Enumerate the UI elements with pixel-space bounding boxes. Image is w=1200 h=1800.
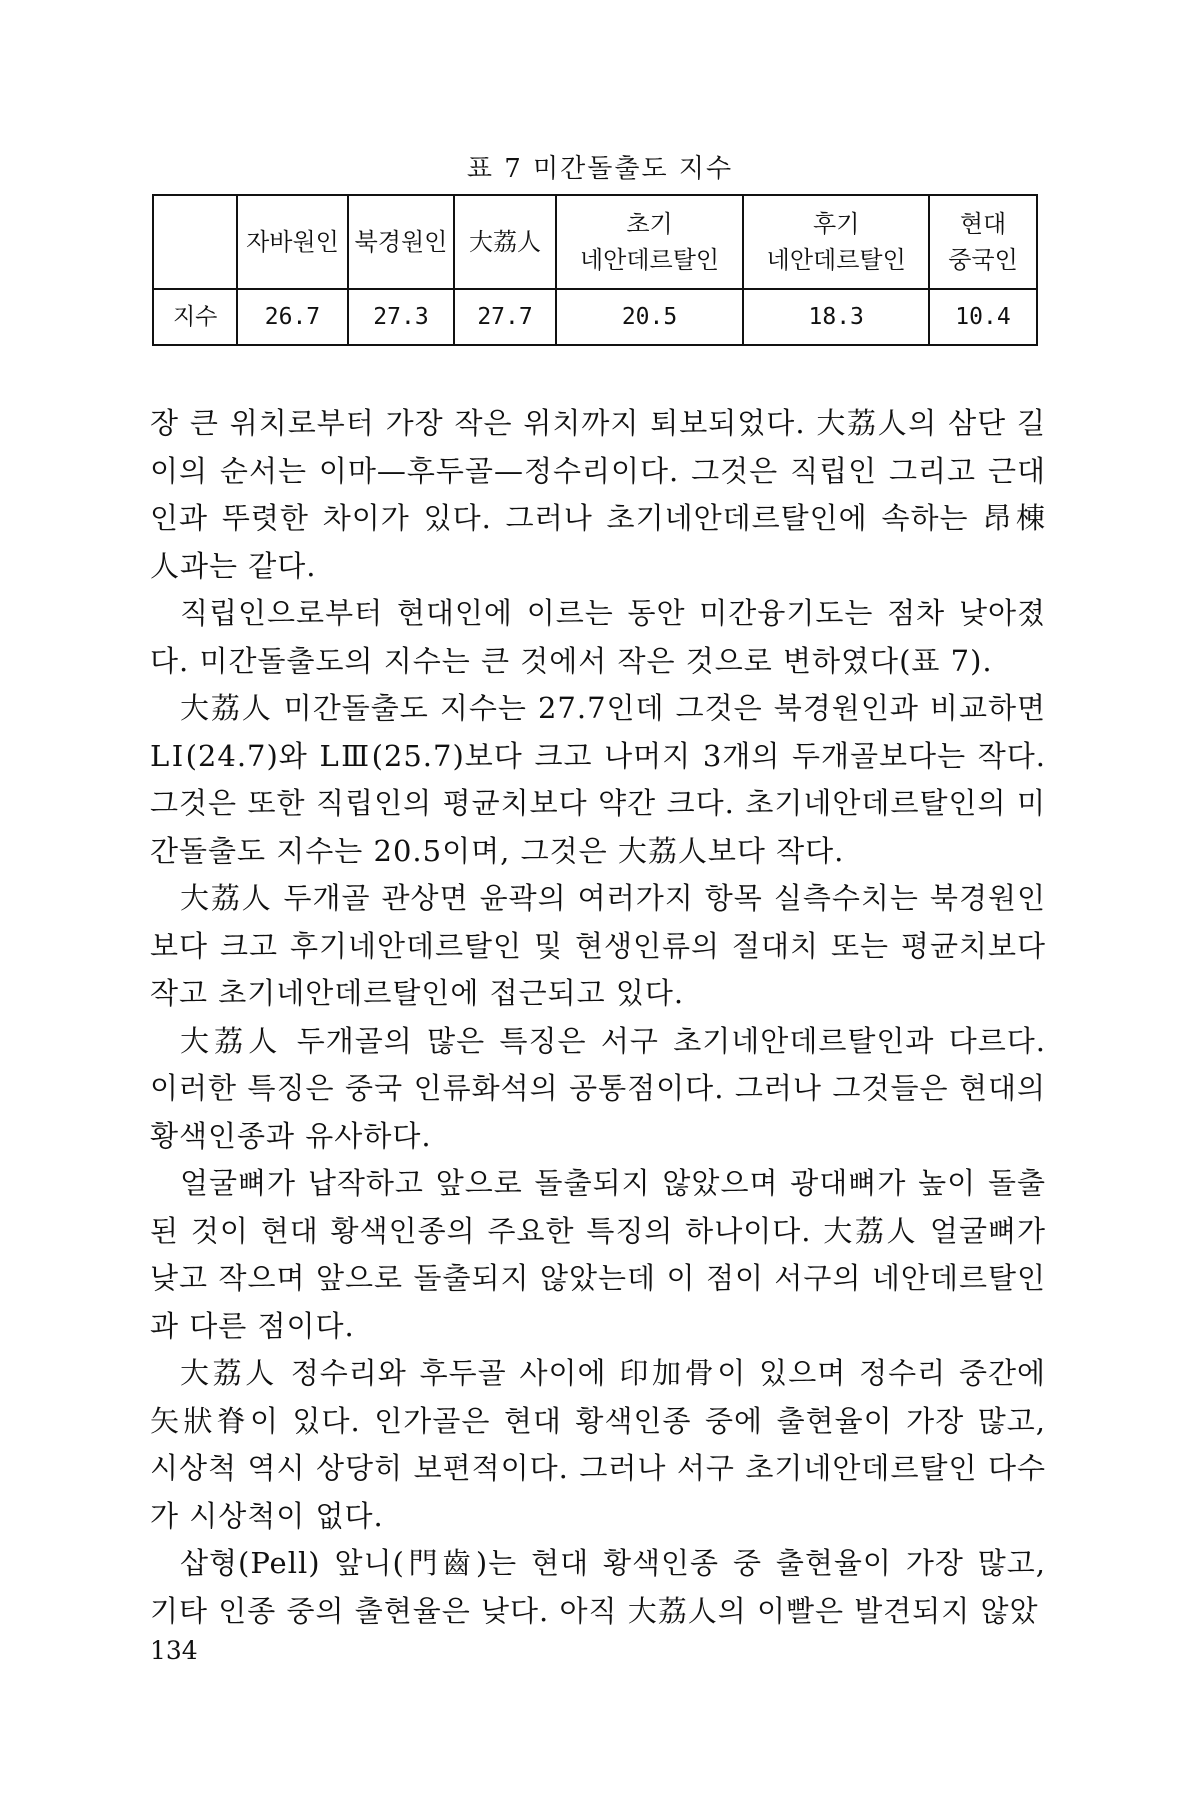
table-cell: 18.3 (743, 289, 929, 345)
table-cell: 20.5 (556, 289, 744, 345)
paragraph: 직립인으로부터 현대인에 이르는 동안 미간융기도는 점차 낮아졌다. 미간돌출도의 지수는 큰 것에서 작은 것으로 변하였다(표 7). (150, 596, 1046, 678)
table-cell: 26.7 (237, 289, 347, 345)
page-number: 134 (150, 1636, 198, 1665)
body-text (150, 400, 1046, 1635)
paragraph: 大荔人 미간돌출도 지수는 27.7인데 그것은 북경원인과 비교하면 LⅠ(24.7)와 LⅢ(25.7)보다 크고 나머지 3개의 두개골보다는 작다. 그것은 또한 직립인의 평균치보다 약간 크다. 초기네안데르탈인의 미간돌출도 지수는 20.5이며, 그것은 大荔人보다 작다. (150, 691, 1046, 868)
paragraph: 大荔人 정수리와 후두골 사이에 印加骨이 있으며 정수리 중간에 矢狀脊이 있다. 인가골은 현대 황색인종 중에 출현율이 가장 많고, 시상척 역시 상당히 보편적이다. 그러나 서구 초기네안데르탈인 다수가 시상척이 없다. (150, 1356, 1046, 1533)
paragraph: 大荔人 두개골의 많은 특징은 서구 초기네안데르탈인과 다르다. 이러한 특징은 중국 인류화석의 공통점이다. 그러나 그것들은 현대의 황색인종과 유사하다. (150, 1023, 1046, 1153)
paragraph: 얼굴뼈가 납작하고 앞으로 돌출되지 않았으며 광대뼈가 높이 돌출된 것이 현대 황색인종의 주요한 특징의 하나이다. 大荔人 얼굴뼈가 낮고 작으며 앞으로 돌출되지 않았는데 이 점이 서구의 네안데르탈인과 다른 점이다. (150, 1166, 1046, 1343)
table-cell: 10.4 (929, 289, 1037, 345)
paragraph: 大荔人 두개골 관상면 윤곽의 여러가지 항목 실측수치는 북경원인보다 크고 후기네안데르탈인 및 현생인류의 절대치 또는 평균치보다 작고 초기네안데르탈인에 접근되고 있다. (150, 881, 1046, 1010)
table-title: 표 7 미간돌출도 지수 (466, 154, 734, 184)
column-header: 현대 중국인 (929, 195, 1037, 289)
table-cell: 27.7 (454, 289, 555, 345)
row-header: 지수 (153, 289, 237, 345)
column-header: 大荔人 (454, 195, 555, 289)
table-header-row (153, 195, 1037, 289)
column-header: 초기 네안데르탈인 (556, 195, 744, 289)
paragraph: 장 큰 위치로부터 가장 작은 위치까지 퇴보되었다. 大荔人의 삼단 길이의 순서는 이마—후두골—정수리이다. 그것은 직립인 그리고 근대인과 뚜렷한 차이가 있다. 그러나 초기네안데르탈인에 속하는 昂棟人과는 같다. (150, 406, 1046, 583)
column-header: 북경원인 (348, 195, 455, 289)
column-header: 자바원인 (237, 195, 347, 289)
glabella-index-table (152, 194, 1038, 346)
table-corner-cell (153, 195, 237, 289)
column-header: 후기 네안데르탈인 (743, 195, 929, 289)
table-row (153, 289, 1037, 345)
table-cell: 27.3 (348, 289, 455, 345)
paragraph: 삽형(Pell) 앞니(門齒)는 현대 황색인종 중 출현율이 가장 많고, 기타 인종 중의 출현율은 낮다. 아직 大荔人의 이빨은 발견되지 않았 (150, 1546, 1046, 1628)
